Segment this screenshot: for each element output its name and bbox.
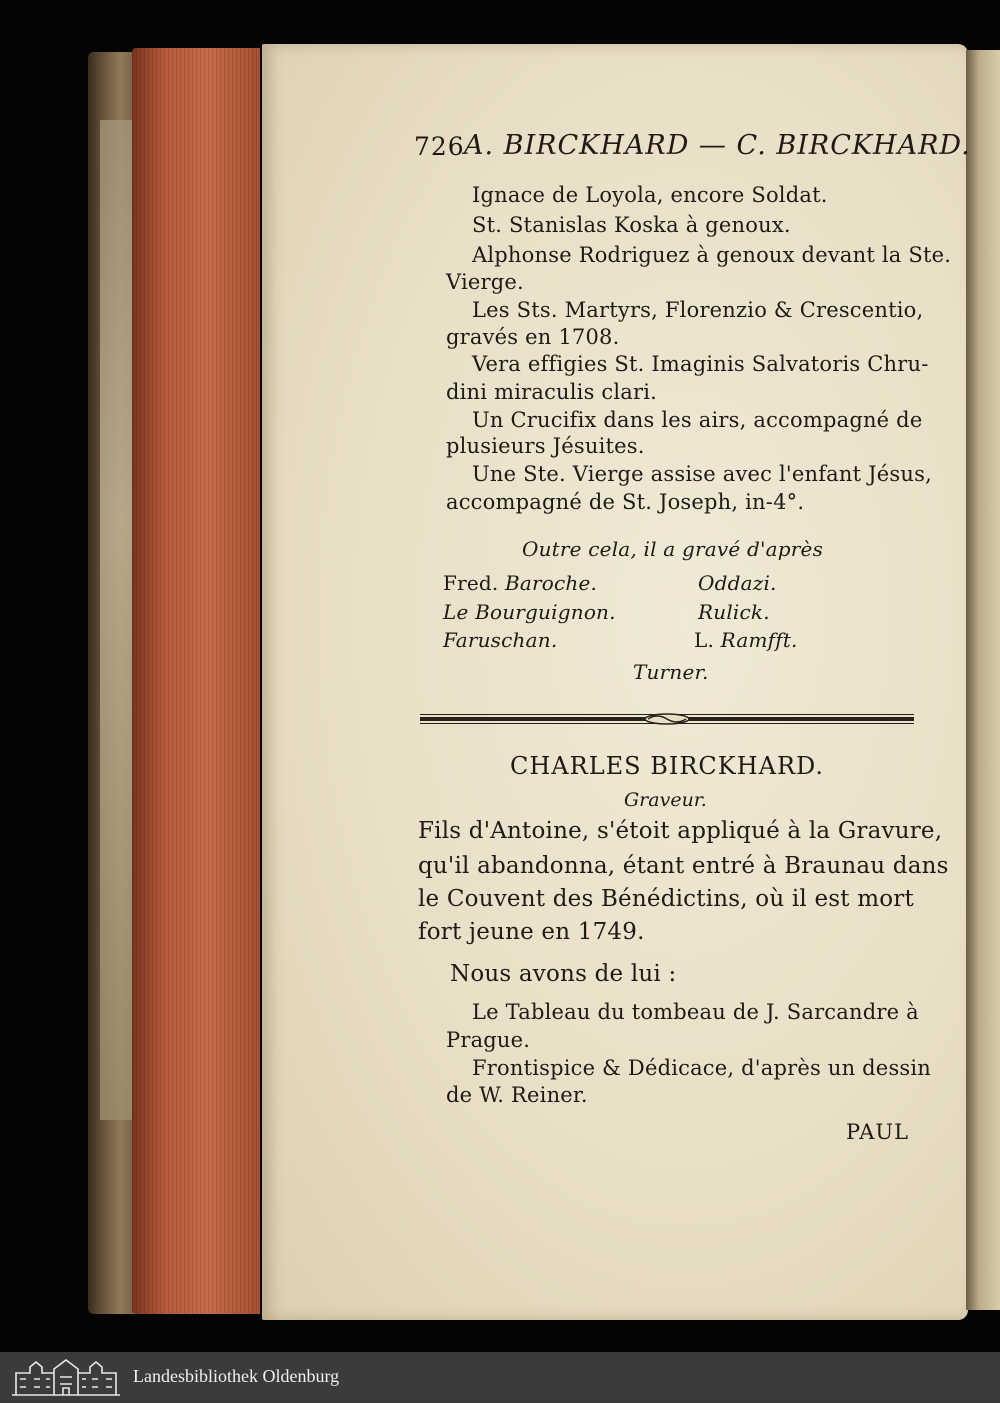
after-heading: Outre cela, il a gravé d'après [522,537,824,561]
ornament-rule [420,713,914,725]
artist-surname: Baroche. [505,571,598,595]
paragraph-line: fort jeune en 1749. [418,919,645,945]
artist-surname: Oddazi. [698,571,777,595]
work-line: Frontispice & Dédicace, d'après un dessin [472,1056,932,1080]
artist-name [443,628,557,652]
facing-page-edge [966,50,1000,1310]
page-fore-edge [132,48,260,1314]
list-item: Les Sts. Martyrs, Florenzio & Crescentio, [472,298,924,322]
running-title: A. BIRCKHARD — C. BIRCKHARD. [464,130,971,161]
artist-name [694,628,798,652]
list-item: Vera effigies St. Imaginis Salvatoris Chru- [472,352,929,376]
entry-title: CHARLES BIRCKHARD. [510,752,825,780]
paragraph-line: le Couvent des Bénédictins, où il est mort [418,886,914,912]
artist-name [698,600,770,624]
artist-name [698,571,777,595]
artist-prefix: Fred. [443,571,505,595]
artist-name-center: Turner. [633,660,709,684]
paragraph-line: Fils d'Antoine, s'étoit appliqué à la Gravure, [418,818,943,844]
list-item: Un Crucifix dans les airs, accompagné de [472,408,923,432]
artist-surname: Rulick. [698,600,770,624]
list-item: plusieurs Jésuites. [446,434,645,458]
work-line: de W. Reiner. [446,1083,588,1107]
page-number: 726 [414,132,465,161]
artist-surname: Faruschan. [443,628,558,652]
library-building-logo [10,1357,122,1397]
list-item: accompagné de St. Joseph, in-4°. [446,490,805,514]
list-item: dini miraculis clari. [446,380,658,404]
list-item: Une Ste. Vierge assise avec l'enfant Jésus, [472,462,932,486]
list-item: Ignace de Loyola, encore Soldat. [472,183,828,207]
work-line: Prague. [446,1028,531,1052]
artist-name [443,600,616,624]
list-item: Alphonse Rodriguez à genoux devant la Ste. [472,243,952,267]
paragraph-line: qu'il abandonna, étant entré à Braunau dans [418,853,949,879]
artist-prefix: L. [694,628,721,652]
artist-surname: Ramfft. [720,628,798,652]
library-name: Landesbibliothek Oldenburg [133,1366,340,1386]
artist-name [443,571,597,595]
list-item: St. Stanislas Koska à genoux. [472,213,791,237]
entry-subtitle: Graveur. [624,789,707,811]
artist-surname: Le Bourguignon. [443,600,616,624]
works-heading: Nous avons de lui : [450,961,677,987]
catchword: PAUL [846,1120,910,1144]
list-item: gravés en 1708. [446,325,620,349]
list-item: Vierge. [446,270,524,294]
work-line: Le Tableau du tombeau de J. Sarcandre à [472,1000,919,1024]
footer-bar [0,1352,1000,1403]
